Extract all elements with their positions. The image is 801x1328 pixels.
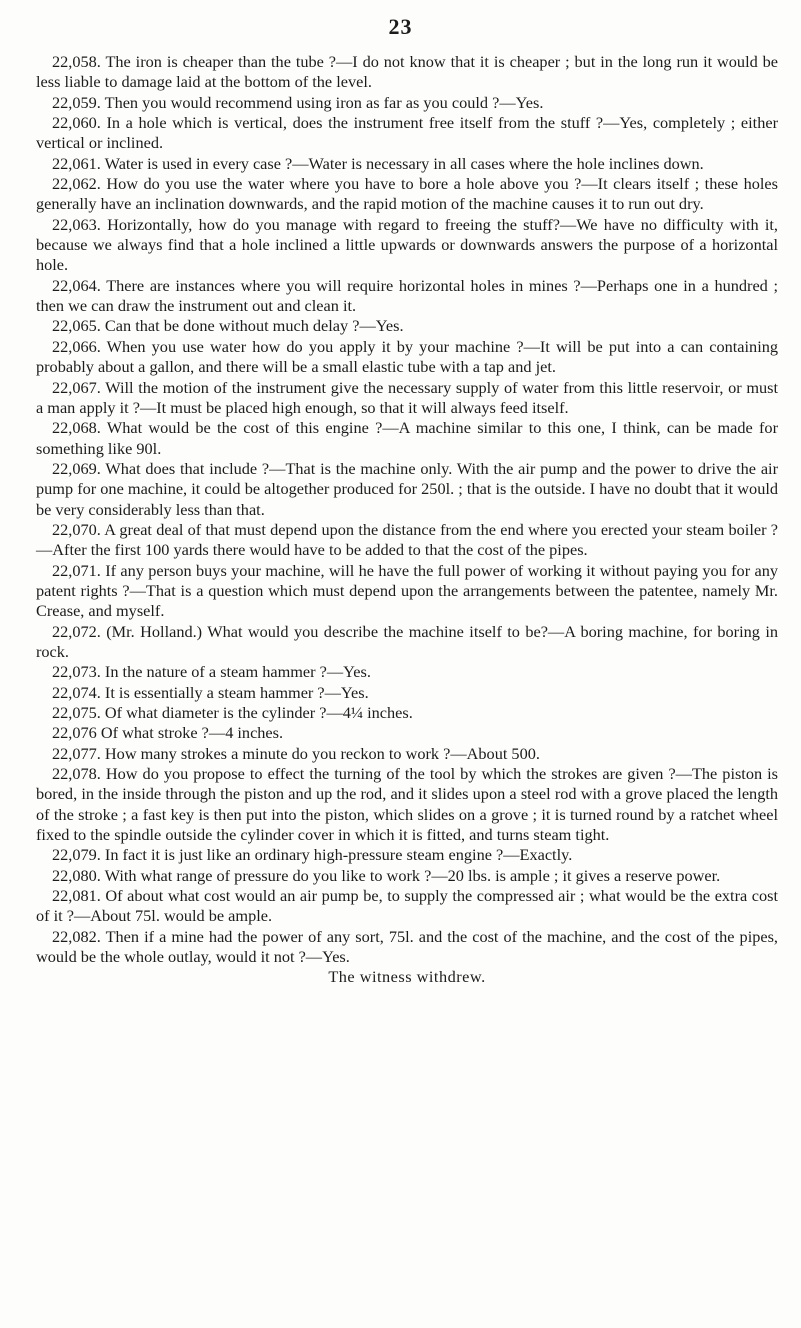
paragraph-text: Water is used in every case ?—Water is necessary in all cases where the hole inclines down. [104, 153, 704, 173]
testimony-paragraph [36, 683, 778, 703]
question-number: 22,082. [52, 926, 101, 946]
question-number: 22,074. [52, 682, 101, 702]
testimony-paragraph [36, 662, 778, 682]
testimony-paragraph [36, 378, 778, 419]
testimony-paragraph [36, 886, 778, 927]
question-number: 22,066. [52, 336, 101, 356]
question-number: 22,079. [52, 845, 101, 865]
paragraph-text: How many strokes a minute do you reckon to work ?—About 500. [104, 743, 540, 763]
paragraph-text: With what range of pressure do you like to work ?—20 lbs. is ample ; it gives a reserve power. [104, 865, 721, 885]
paragraph-text: In fact it is just like an ordinary high-pressure steam engine ?—Exactly. [104, 845, 573, 865]
question-number: 22,059. [52, 92, 101, 112]
paragraph-text: Of what stroke ?—4 inches. [100, 723, 284, 743]
testimony-paragraph [36, 174, 778, 215]
testimony-paragraph [36, 418, 778, 459]
testimony-paragraph [36, 561, 778, 622]
paragraph-text: Can that be done without much delay ?—Yes. [104, 316, 404, 336]
question-number: 22,063. [52, 214, 101, 234]
testimony-paragraph [36, 154, 778, 174]
paragraph-text: How do you propose to effect the turning of the tool by which the strokes are given ?—The piston is bored, in the inside through the piston and up the rod, and it slides upon a steel rod with a grove placed the length of the stroke ; a fast key is then put into the piston, which slides on a grove ; it is turned round by a ratchet wheel fixed to the spindle outside the cylinder cover in which it is fitted, and turns steam tight. [36, 764, 778, 845]
question-number: 22,075. [52, 703, 101, 722]
question-number: 22,058. [52, 52, 101, 71]
question-number: 22,071. [52, 560, 101, 580]
question-number: 22,078. [52, 764, 101, 784]
paragraph-text: How do you use the water where you have to bore a hole above you ?—It clears itself ; these holes generally have an inclination downwards, and the rapid motion of the machine causes it to run out dry. [36, 174, 778, 214]
paragraph-text: Horizontally, how do you manage with regard to freeing the stuff?—We have no difficulty with it, because we always find that a hole inclined a little upwards or downwards answers the purpose of a horizontal hole. [36, 214, 778, 275]
paragraph-text: Of what diameter is the cylinder ?—4¼ inches. [104, 703, 413, 722]
testimony-paragraph [36, 276, 778, 317]
paragraph-text: Then if a mine had the power of any sort, 75l. and the cost of the machine, and the cost of the pipes, would be the whole outlay, would it not ?—Yes. [36, 926, 778, 967]
question-number: 22,060. [52, 113, 101, 133]
paragraph-text: When you use water how do you apply it by your machine ?—It will be put into a can containing probably about a gallon, and there will be a small elastic tube with a tap and jet. [36, 336, 778, 377]
testimony-paragraph [36, 764, 778, 845]
testimony-paragraph [36, 927, 778, 968]
testimony-paragraph [36, 622, 778, 663]
paragraph-text: There are instances where you will require horizontal holes in mines ?—Perhaps one in a hundred ; then we can draw the instrument out and clean it. [36, 275, 778, 316]
testimony-paragraph [36, 52, 778, 93]
testimony-paragraph [36, 113, 778, 154]
testimony-body [36, 52, 778, 988]
question-number: 22,062. [52, 174, 101, 194]
question-number: 22,081. [52, 886, 101, 906]
question-number: 22,077. [52, 743, 101, 763]
question-number: 22,069. [52, 458, 101, 478]
question-number: 22,076 [52, 723, 97, 743]
paragraph-text: It is essentially a steam hammer ?—Yes. [104, 682, 369, 702]
testimony-paragraph [36, 723, 778, 743]
testimony-paragraph [36, 459, 778, 520]
question-number: 22,065. [52, 316, 101, 336]
question-number: 22,067. [52, 377, 101, 397]
testimony-paragraph [36, 845, 778, 865]
paragraph-text: What would be the cost of this engine ?—A machine similar to this one, I think, can be made for something like 90l. [36, 418, 778, 458]
paragraph-text: Will the motion of the instrument give the necessary supply of water from this little reservoir, or must a man apply it ?—It must be placed high enough, so that it will always feed itself. [36, 377, 778, 417]
question-number: 22,068. [52, 418, 101, 438]
paragraph-text: What does that include ?—That is the machine only. With the air pump and the power to drive the air pump for one machine, it could be altogether produced for 250l. ; that is the outside. I have no doubt that it would be very considerably less than that. [36, 458, 778, 519]
paragraph-text: (Mr. Holland.) What would you describe the machine itself to be?—A boring machine, for boring in rock. [36, 621, 778, 661]
paragraph-text: Then you would recommend using iron as far as you could ?—Yes. [104, 92, 544, 112]
testimony-paragraph [36, 520, 778, 561]
paragraph-text: The iron is cheaper than the tube ?—I do not know that it is cheaper ; but in the long run it would be less liable to damage laid at the bottom of the level. [36, 52, 778, 92]
paragraph-text: Of about what cost would an air pump be, to supply the compressed air ; what would be the extra cost of it ?—About 75l. would be ample. [36, 886, 778, 926]
testimony-paragraph [36, 866, 778, 886]
question-number: 22,072. [52, 621, 101, 641]
question-number: 22,061. [52, 153, 101, 173]
question-number: 22,064. [52, 275, 101, 295]
testimony-paragraph [36, 744, 778, 764]
paragraph-text: In the nature of a steam hammer ?—Yes. [104, 662, 371, 682]
testimony-paragraph [36, 703, 778, 723]
testimony-paragraph [36, 93, 778, 113]
testimony-paragraph [36, 337, 778, 378]
question-number: 22,073. [52, 662, 101, 682]
witness-withdrew-line: The witness withdrew. [328, 967, 486, 987]
testimony-paragraph [36, 215, 778, 276]
paragraph-text: A great deal of that must depend upon the distance from the end where you erected your steam boiler ?—After the first 100 yards there would have to be added to that the cost of the pipes. [36, 519, 779, 560]
question-number: 22,080. [52, 865, 101, 885]
testimony-paragraph [36, 316, 778, 336]
paragraph-text: In a hole which is vertical, does the instrument free itself from the stuff ?—Yes, completely ; either vertical or inclined. [36, 113, 778, 153]
page-number: 23 [388, 14, 413, 39]
paragraph-text: If any person buys your machine, will he have the full power of working it without paying you for any patent rights ?—That is a question which must depend upon the arrangements between the patentee, namely Mr. Crease, and myself. [36, 560, 778, 621]
question-number: 22,070. [52, 519, 101, 539]
